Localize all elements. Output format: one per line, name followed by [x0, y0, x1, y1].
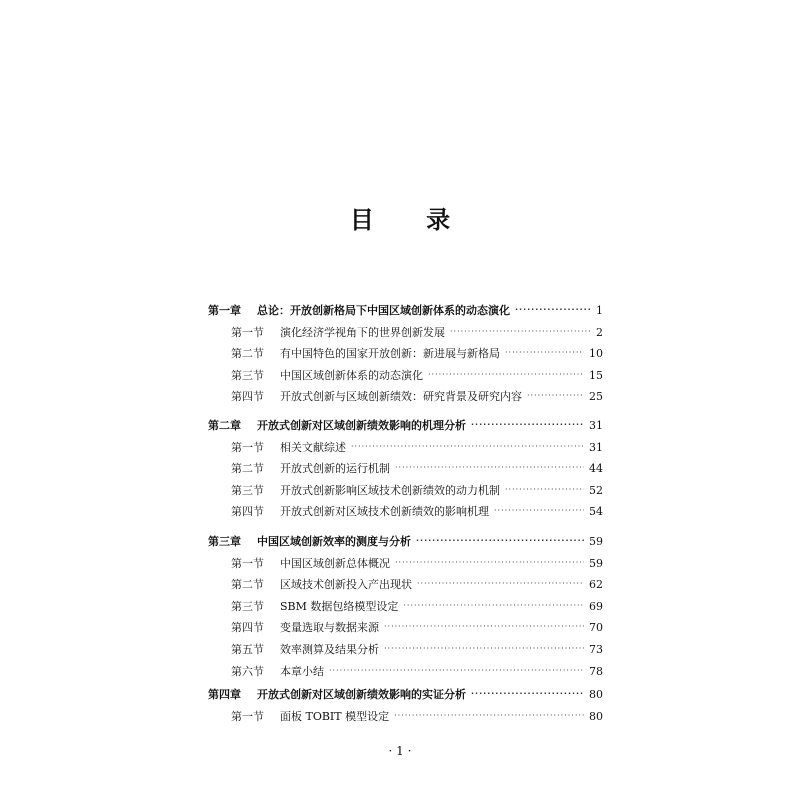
section-number: 第四节	[231, 621, 264, 635]
toc-chapter-entry[interactable]	[208, 302, 603, 324]
section-title: 面板 TOBIT 模型设定	[280, 709, 390, 723]
section-title: 区域技术创新投入产出现状	[280, 578, 412, 592]
section-number: 第三节	[231, 483, 264, 497]
page-title: 目 录	[349, 205, 473, 234]
dot-leader	[417, 579, 584, 588]
page-number: 78	[589, 664, 603, 678]
section-title: SBM 数据包络模型设定	[280, 599, 399, 613]
dot-leader	[416, 536, 584, 545]
section-number: 第四节	[231, 390, 264, 404]
page-number: 31	[589, 440, 603, 454]
dot-leader	[384, 644, 584, 653]
section-number: 第六节	[231, 664, 264, 678]
toc-section-entry[interactable]	[208, 555, 603, 577]
chapter-title: 总论：开放创新格局下中国区域创新体系的动态演化	[257, 304, 510, 317]
dot-leader	[403, 601, 584, 610]
section-number: 第五节	[231, 642, 264, 656]
page-number: 59	[589, 535, 603, 548]
page-number: 44	[589, 462, 603, 476]
dot-leader	[428, 370, 584, 379]
section-number: 第二节	[231, 347, 264, 361]
chapter-number: 第四章	[208, 688, 241, 701]
page-number: 59	[589, 556, 603, 570]
section-title: 开放式创新对区域技术创新绩效的影响机理	[280, 505, 489, 519]
page-number: 70	[589, 621, 603, 635]
page-number: 54	[589, 505, 603, 519]
section-title: 效率测算及结果分析	[280, 642, 379, 656]
dot-leader	[394, 711, 584, 720]
dot-leader	[471, 689, 584, 698]
section-title: 演化经济学视角下的世界创新发展	[280, 325, 445, 339]
toc-section-entry[interactable]	[208, 576, 603, 598]
section-number: 第二节	[231, 578, 264, 592]
toc-chapter-block	[208, 533, 603, 684]
toc-section-entry[interactable]	[208, 439, 603, 461]
section-number: 第一节	[231, 440, 264, 454]
toc-chapter-entry[interactable]	[208, 417, 603, 439]
chapter-number: 第三章	[208, 535, 241, 548]
toc-section-entry[interactable]	[208, 345, 603, 367]
toc-chapter-block	[208, 302, 603, 410]
dot-leader	[329, 666, 584, 675]
toc-section-entry[interactable]	[208, 482, 603, 504]
toc-chapter-entry[interactable]	[208, 533, 603, 555]
page-number: 69	[589, 599, 603, 613]
section-title: 开放式创新影响区域技术创新绩效的动力机制	[280, 483, 500, 497]
page-number: 2	[596, 325, 603, 339]
section-title: 开放式创新的运行机制	[280, 462, 390, 476]
chapter-title: 中国区域创新效率的测度与分析	[257, 535, 411, 548]
section-title: 中国区域创新体系的动态演化	[280, 368, 423, 382]
section-number: 第三节	[231, 599, 264, 613]
page-folio: · 1 ·	[388, 744, 412, 758]
dot-leader	[395, 463, 584, 472]
page-number: 80	[589, 709, 603, 723]
page-number: 80	[589, 688, 603, 701]
page-number: 52	[589, 483, 603, 497]
toc-section-entry[interactable]	[208, 641, 603, 663]
page-number: 10	[589, 347, 603, 361]
page-number: 73	[589, 642, 603, 656]
page-number: 62	[589, 578, 603, 592]
toc-section-entry[interactable]	[208, 460, 603, 482]
dot-leader	[505, 348, 584, 357]
section-number: 第一节	[231, 709, 264, 723]
dot-leader	[450, 327, 591, 336]
section-number: 第一节	[231, 325, 264, 339]
toc-section-entry[interactable]	[208, 324, 603, 346]
chapter-number: 第二章	[208, 419, 241, 432]
dot-leader	[515, 305, 591, 314]
toc-chapter-entry[interactable]	[208, 686, 603, 708]
dot-leader	[471, 420, 584, 429]
dot-leader	[527, 391, 584, 400]
section-title: 中国区域创新总体概况	[280, 556, 390, 570]
chapter-title: 开放式创新对区域创新绩效影响的机理分析	[257, 419, 466, 432]
dot-leader	[384, 622, 584, 631]
section-title: 相关文献综述	[280, 440, 346, 454]
section-number: 第四节	[231, 505, 264, 519]
section-title: 变量选取与数据来源	[280, 621, 379, 635]
dot-leader	[505, 485, 584, 494]
section-number: 第二节	[231, 462, 264, 476]
toc-section-entry[interactable]	[208, 598, 603, 620]
dot-leader	[494, 506, 584, 515]
page-number: 25	[589, 390, 603, 404]
toc-chapter-block	[208, 686, 603, 729]
chapter-title: 开放式创新对区域创新绩效影响的实证分析	[257, 688, 466, 701]
section-number: 第一节	[231, 556, 264, 570]
page-number: 15	[589, 368, 603, 382]
section-title: 本章小结	[280, 664, 324, 678]
toc-section-entry[interactable]	[208, 367, 603, 389]
toc-section-entry[interactable]	[208, 503, 603, 525]
toc-section-entry[interactable]	[208, 619, 603, 641]
dot-leader	[395, 558, 584, 567]
section-title: 开放式创新与区域创新绩效：研究背景及研究内容	[280, 390, 522, 404]
section-number: 第三节	[231, 368, 264, 382]
toc-section-entry[interactable]	[208, 663, 603, 685]
section-title: 有中国特色的国家开放创新：新进展与新格局	[280, 347, 500, 361]
chapter-number: 第一章	[208, 304, 241, 317]
page-number: 31	[589, 419, 603, 432]
toc-section-entry[interactable]	[208, 708, 603, 730]
dot-leader	[351, 442, 584, 451]
toc-section-entry[interactable]	[208, 388, 603, 410]
toc-chapter-block	[208, 417, 603, 525]
page-number: 1	[596, 304, 603, 317]
